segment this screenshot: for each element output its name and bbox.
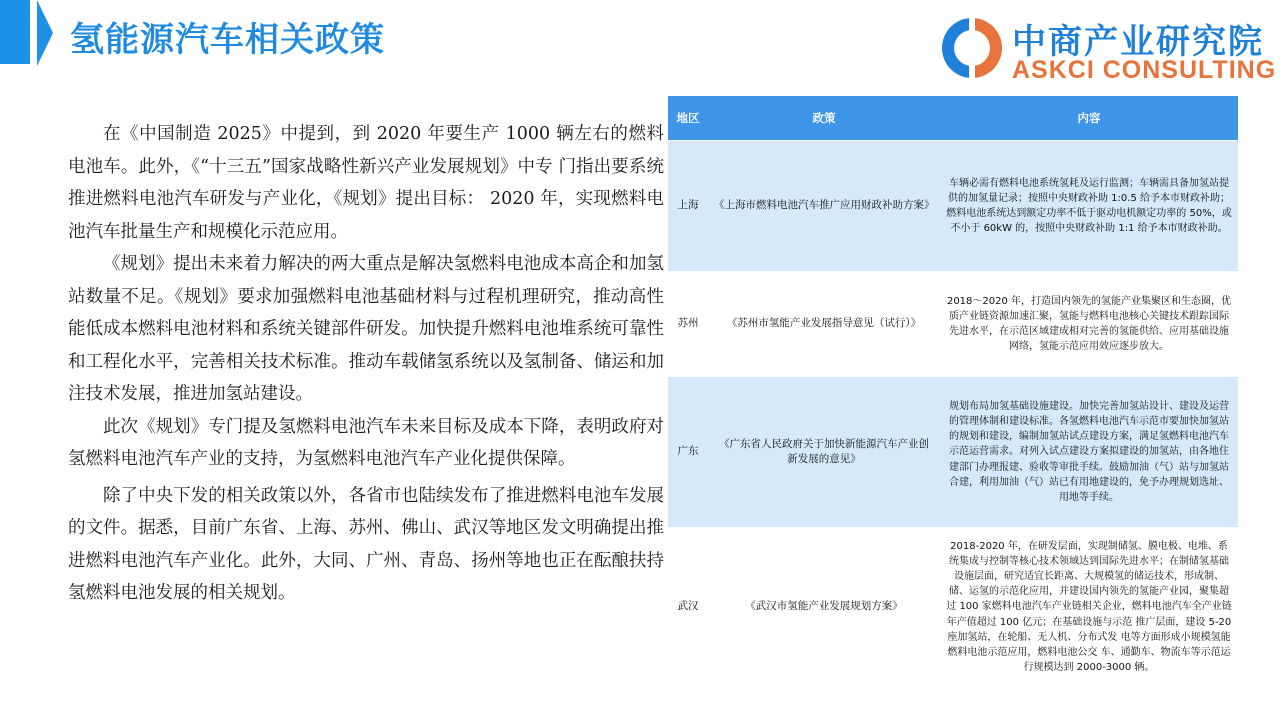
cell-policy: 《武汉市氢能产业发展规划方案》: [708, 527, 940, 687]
cell-region: 上海: [668, 141, 708, 272]
policy-table: [668, 96, 1238, 687]
logo-english-name: ASKCI CONSULTING: [1012, 56, 1277, 84]
header-policy: 政策: [708, 96, 940, 141]
cell-content: 规划布局加氢基础设施建设。加快完善加氢站设计、建设及运营的管理体制和建设标准。各氢燃料电池汽车示范市要加快加氢站的规划和建设，编制加氢站试点建设方案，满足氢燃料电池汽车示范运营需求。对列入试点建设方案拟建设的加氢站，由各地住建部门办理报建、验收等审批手续。鼓励加油（气）站与加氢站合建，利用加油（气）站已有用地建设的，免予办理规划选址、用地等手续。: [940, 377, 1238, 527]
cell-content: 2018～2020 年，打造国内领先的氢能产业集聚区和生态圈，优质产业链资源加速汇聚，氢能与燃料电池核心关键技术跟踪国际先进水平，在示范区域建成相对完善的氢能供给、应用基础设施网络，氢能示范应用效应逐步放大。: [940, 271, 1238, 377]
logo-mark-icon: [936, 12, 1008, 84]
table-header-row: [668, 96, 1238, 141]
table-row: [668, 271, 1238, 377]
logo-chinese-name: 中商产业研究院: [1012, 22, 1264, 62]
paragraph: 在《中国制造 2025》中提到，到 2020 年要生产 1000 辆左右的燃料 电池车。此外，《“十三五”国家战略性新兴产业发展规划》中专 门指出要系统推进燃料电池汽车研发与产业化，《规划》提出目标： 2020 年，实现燃料电池汽车批量生产和规模化示范应用。: [68, 124, 664, 242]
cell-content: 车辆必需有燃料电池系统氢耗及运行监测；车辆需具备加氢站提供的加氢量记录；按照中央财政补助 1:0.5 给予本市财政补助；燃料电池系统达到额定功率不低于驱动电机额定功率的 50%，或不小于 60kW 的，按照中央财政补助 1:1 给予本市财政补助。: [940, 141, 1238, 272]
header-chevron-icon: [37, 0, 53, 66]
page-title: 氢能源汽车相关政策: [70, 20, 385, 60]
table-row: [668, 377, 1238, 527]
header-region: 地区: [668, 96, 708, 141]
cell-region: 武汉: [668, 527, 708, 687]
paragraph: 除了中央下发的相关政策以外，各省市也陆续发布了推进燃料电池车发展的文件。据悉，目前广东省、上海、苏州、佛山、武汉等地区发文明确提出推进燃料电池汽车产业化。此外，大同、广州、青岛、扬州等地也正在酝酿扶持氢燃料电池发展的相关规划。: [68, 485, 664, 603]
paragraph: 此次《规划》专门提及氢燃料电池汽车未来目标及成本下降，表明政府对氢燃料电池汽车产业的支持，为氢燃料电池汽车产业化提供保障。: [68, 416, 664, 469]
cell-policy: 《上海市燃料电池汽车推广应用财政补助方案》: [708, 141, 940, 272]
paragraph: 《规划》提出未来着力解决的两大重点是解决氢燃料电池成本高企和加氢站数量不足。《规划》要求加强燃料电池基础材料与过程机理研究，推动高性能低成本燃料电池材料和系统关键部件研发。加快提升燃料电池堆系统可靠性和工程化水平，完善相关技术标准。推动车载储氢系统以及氢制备、储运和加注技术发展，推进加氢站建设。: [68, 254, 664, 404]
company-logo: [936, 12, 1276, 86]
cell-policy: 《广东省人民政府关于加快新能源汽车产业创新发展的意见》: [708, 377, 940, 527]
table-row: [668, 141, 1238, 272]
cell-region: 广东: [668, 377, 708, 527]
cell-policy: 《苏州市氢能产业发展指导意见（试行）》: [708, 271, 940, 377]
cell-region: 苏州: [668, 271, 708, 377]
cell-content: 2018-2020 年，在研发层面，实现制储氢、膜电极、电堆、系统集成与控制等核心技术领域达到国际先进水平；在制储氢基础设施层面，研究适宜长距离、大规模氢的储运技术，形成制、储、运氢的示范化应用，并建设国内领先的氢能产业园，聚集超过 100 家燃料电池汽车产业链相关企业，燃料电池汽车全产业链年产值超过 100 亿元；在基础设施与示范 推广层面，建设 5-20 座加氢站，在轮船、无人机、分布式发 电等方面形成小规模氢能燃料电池示范应用，燃料电池公交 车、通勤车、物流车等示范运行规模达到 2000-3000 辆。: [940, 527, 1238, 687]
header-accent-bar: [0, 0, 30, 64]
table-row: [668, 527, 1238, 687]
body-text: [68, 118, 664, 610]
header-content: 内容: [940, 96, 1238, 141]
